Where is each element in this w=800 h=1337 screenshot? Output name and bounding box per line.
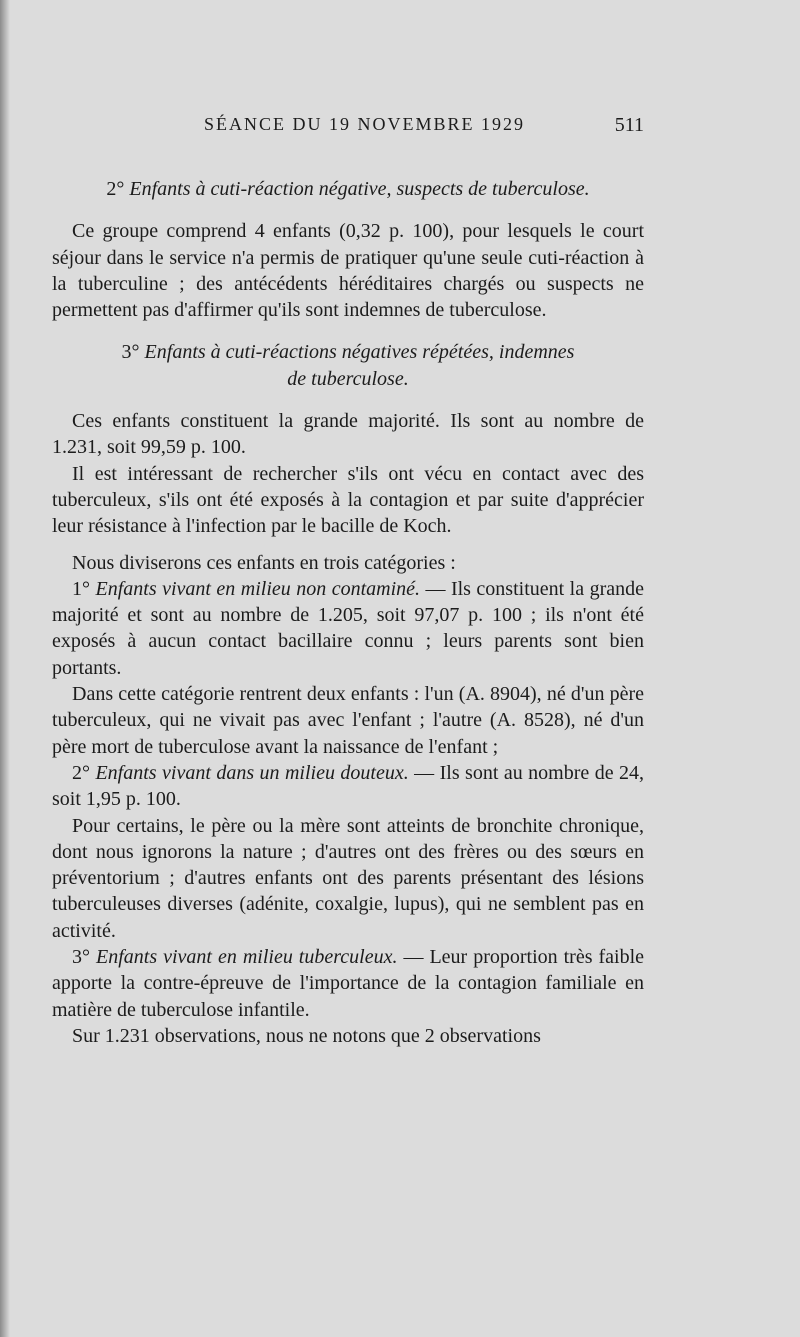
section-3-heading [52, 339, 644, 392]
section-2-number: 2° [106, 178, 125, 200]
section-3-title-line-2: de tuberculose. [287, 367, 409, 390]
section-3-paragraph-3: Nous diviserons ces enfants en trois catégories : [72, 551, 456, 574]
section-2-title: Enfants à cuti-réaction négative, suspects de tuberculose. [129, 178, 590, 200]
category-2-number: 2° [72, 761, 90, 784]
spacer [52, 323, 644, 339]
category-2-title: Enfants vivant dans un milieu douteux. [95, 761, 409, 784]
category-3-text: — Leur proportion très faible apporte la contre-épreuve de l'importance de la contagion familiale en matière de tuberculose infantile. [52, 946, 645, 1021]
section-3-paragraph-2: Il est intéressant de rechercher s'ils ont vécu en contact avec des tuberculeux, s'ils ont été exposés à la contagion et par suite d'apprécier leur résistance à l'infection par le bacille de Koch. [52, 462, 644, 538]
category-3-paragraph [52, 944, 644, 1023]
category-2-paragraph [52, 760, 644, 813]
page-number: 511 [614, 114, 644, 136]
section-3-title-line-1: Enfants à cuti-réactions négatives répétées, indemnes [144, 341, 575, 364]
section-2-heading [52, 176, 644, 202]
section-3-paragraph-5: Pour certains, le père ou la mère sont atteints de bronchite chronique, dont nous ignorons la nature ; d'autres ont des frères ou des sœurs en préventorium ; d'autres enfants ont des parents présentant des lésions tuberculeuses diverses (adénite, coxalgie, lupus), qui ne semblent pas en activité. [52, 814, 644, 942]
category-3-title: Enfants vivant en milieu tuberculeux. [96, 946, 398, 969]
category-1-number: 1° [72, 577, 90, 600]
category-1-title: Enfants vivant en milieu non contaminé. [95, 577, 421, 600]
category-3-number: 3° [72, 946, 90, 969]
section-3-number: 3° [121, 341, 140, 364]
category-1-paragraph [52, 576, 644, 681]
section-3-paragraph-1: Ces enfants constituent la grande majorité. Ils sont au nombre de 1.231, soit 99,59 p. 100. [52, 410, 644, 459]
section-3-paragraph-6: Sur 1.231 observations, nous ne notons que 2 observations [72, 1024, 541, 1047]
section-2-paragraph: Ce groupe comprend 4 enfants (0,32 p. 100), pour lesquels le court séjour dans le service n'a permis de pratiquer qu'une seule cuti-réaction à la tuberculine ; des antécédents héréditaires chargés ou suspects ne permettent pas d'affirmer qu'ils sont indemnes de tuberculose. [52, 220, 644, 322]
spacer [52, 540, 644, 550]
page-edge-shadow [0, 0, 10, 1337]
body-text [52, 176, 644, 1049]
section-3-paragraph-4: Dans cette catégorie rentrent deux enfants : l'un (A. 8904), né d'un père tuberculeux, qui ne vivait pas avec l'enfant ; l'autre (A. 8528), né d'un père mort de tuberculose avant la naissance de l'enfant ; [52, 683, 644, 758]
category-2-text: — Ils sont au nombre de 24, soit 1,95 p. 100. [52, 761, 645, 811]
running-title: SÉANCE DU 19 NOVEMBRE 1929 [204, 114, 526, 134]
category-1-text: — Ils constituent la grande majorité et sont au nombre de 1.205, soit 97,07 p. 100 ; ils n'ont été exposés à aucun contact bacillaire connu ; leurs parents sont bien portants. [52, 577, 644, 679]
running-head [52, 114, 644, 142]
